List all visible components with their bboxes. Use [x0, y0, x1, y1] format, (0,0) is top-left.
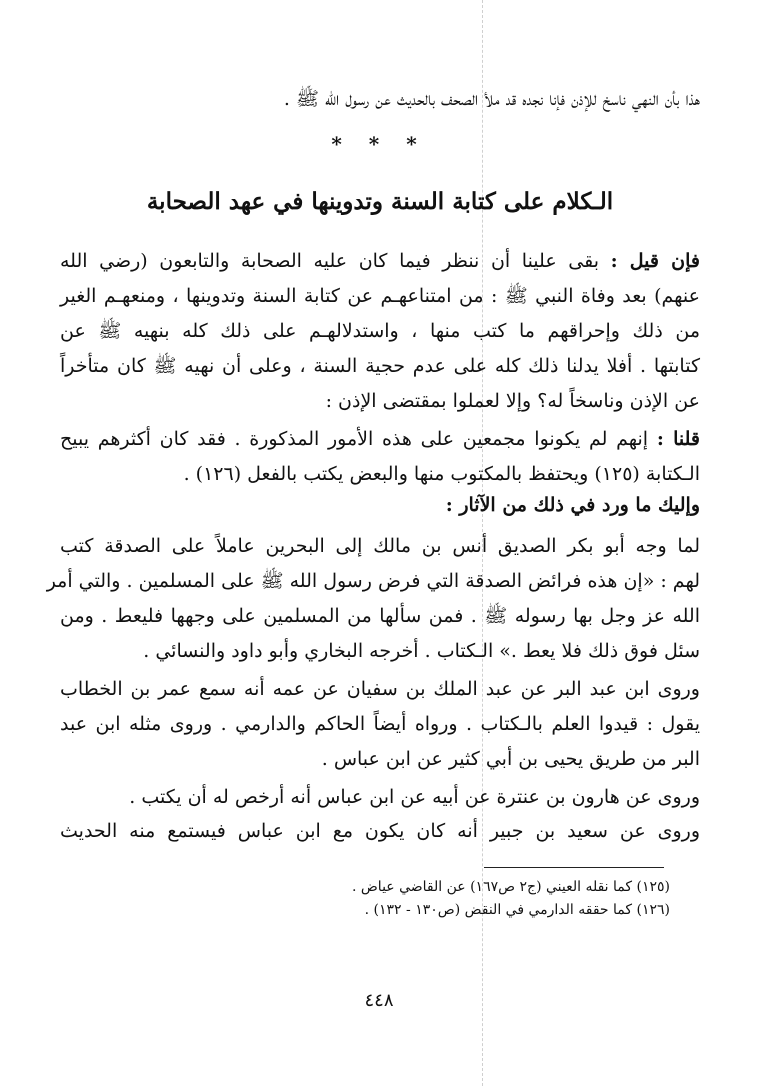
para3-line-1: لما وجه أبو بكر الصديق أنس بن مالك إلى البحرين عاملاً على الصدقة كتب [60, 535, 700, 557]
para2-lead: قلنا : [656, 428, 701, 450]
para4-line-2: يقول : قيدوا العلم بالـكتاب . ورواه أيضاً الحاكم والدارمي . وروى مثله ابن عبد [60, 713, 700, 735]
section-title: الـكلام على كتابة السنة وتدوينها في عهد الصحابة [146, 188, 614, 215]
para1-line-1: فإن قيل : بقى علينا أن ننظر فيما كان عليه الصحابة والتابعون (رضي الله [60, 250, 700, 272]
para1-lead: فإن قيل : [610, 250, 700, 272]
para5-line: وروى عن هارون بن عنترة عن أبيه عن ابن عباس أنه أرخص له أن يكتب . [129, 786, 700, 808]
para2-line-2: الـكتابة (١٢٥) ويحتفظ بالمكتوب منها والبعض يكتب بالفعل (١٢٦) . [183, 463, 700, 485]
page-number: ٤٤٨ [364, 990, 394, 1011]
footnote-rule [484, 867, 664, 868]
para3-line-3: الله عز وجل بها رسوله ﷺ . فمن سألها من المسلمين على وجهها فليعط . ومن [60, 605, 700, 627]
intro-line: هذا بأن النهي ناسخ للإذن فإنا نجده قد ملأ الصحف بالحديث عن رسول الله ﷺ . [283, 88, 700, 110]
para4-line-1: وروى ابن عبد البر عن عبد الملك بن سفيان عن عمه أنه سمع عمر بن الخطاب [60, 678, 700, 700]
section-separator: * * * [331, 132, 427, 156]
para3-line-4: سئل فوق ذلك فلا يعط .» الـكتاب . أخرجه البخاري وأبو داود والنسائي . [143, 640, 700, 662]
para3-line-2: لهم : «إن هذه فرائض الصدقة التي فرض رسول الله ﷺ على المسلمين . والتي أمر [46, 570, 700, 592]
para1-line-2: عنهم) بعد وفاة النبي ﷺ : من امتناعهـم عن كتابة السنة وتدوينها ، ومنعهـم الغير [60, 285, 700, 307]
para6-line: وروى عن سعيد بن جبير أنه كان يكون مع ابن عباس فيستمع منه الحديث [60, 820, 700, 842]
para1-line-4: كتابتها . أفلا يدلنا ذلك كله على عدم حجية السنة ، وعلى أن نهيه ﷺ كان متأخراً [60, 355, 700, 377]
subheading: وإليك ما ورد في ذلك من الآثار : [445, 494, 700, 516]
para2-line-1: قلنا : إنهم لم يكونوا مجمعين على هذه الأمور المذكورة . فقد كان أكثرهم يبيح [60, 428, 701, 450]
para1-line-5: عن الإذن وناسخاً له؟ وإلا لعملوا بمقتضى الإذن : [325, 390, 700, 412]
para1-line-3: من ذلك وإحراقهم ما كتب منها ، واستدلالهـم على ذلك كله بنهيه ﷺ عن [60, 320, 700, 342]
footnote-126: (١٢٦) كما حققه الدارمي في النقض (ص١٣٠ - ١٣٢) . [364, 902, 670, 918]
para4-line-3: البر من طريق يحيى بن أبي كثير عن ابن عباس . [321, 748, 700, 770]
footnote-125: (١٢٥) كما نقله العيني (ج٢ ص١٦٧) عن القاضي عياض . [351, 879, 670, 895]
